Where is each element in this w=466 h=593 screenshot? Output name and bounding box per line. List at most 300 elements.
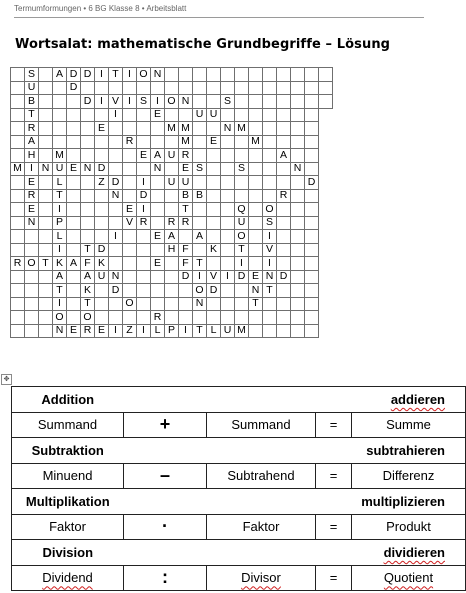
operation-verb <box>352 438 466 464</box>
grid-cell: F <box>179 243 193 257</box>
grid-cell <box>221 108 235 122</box>
grid-cell: D <box>109 284 123 298</box>
operand-first-text: Summand <box>37 417 98 433</box>
grid-cell <box>305 189 319 203</box>
grid-cell <box>53 122 67 136</box>
operation-name-text: Subtraktion <box>31 442 104 458</box>
grid-cell <box>277 162 291 176</box>
grid-cell <box>249 108 263 122</box>
operation-name <box>12 438 124 464</box>
grid-cell: E <box>179 162 193 176</box>
grid-cell <box>263 122 277 136</box>
grid-cell: I <box>123 95 137 109</box>
grid-cell: D <box>235 270 249 284</box>
grid-cell <box>179 284 193 298</box>
grid-cell <box>235 189 249 203</box>
grid-cell: E <box>25 203 39 217</box>
grid-cell <box>305 95 319 109</box>
grid-cell <box>249 122 263 136</box>
grid-cell <box>235 284 249 298</box>
grid-cell <box>39 216 53 230</box>
grid-cell <box>11 176 25 190</box>
grid-cell: U <box>165 176 179 190</box>
grid-cell <box>11 135 25 149</box>
grid-cell <box>277 203 291 217</box>
grid-cell: T <box>179 203 193 217</box>
grid-cell <box>291 284 305 298</box>
grid-cell <box>207 203 221 217</box>
grid-cell <box>291 122 305 136</box>
grid-cell: I <box>179 324 193 338</box>
grid-cell: I <box>137 203 151 217</box>
grid-cell <box>305 216 319 230</box>
grid-cell <box>137 270 151 284</box>
operator-symbol-text: + <box>159 414 171 435</box>
grid-cell <box>193 176 207 190</box>
operator-symbol <box>124 514 207 540</box>
grid-row <box>11 216 333 230</box>
grid-cell: U <box>179 176 193 190</box>
grid-cell: E <box>249 270 263 284</box>
grid-cell <box>193 122 207 136</box>
grid-cell: I <box>53 297 67 311</box>
grid-cell: U <box>25 81 39 95</box>
grid-cell: M <box>179 122 193 136</box>
grid-cell <box>165 297 179 311</box>
grid-cell: F <box>179 257 193 271</box>
grid-row <box>11 324 333 338</box>
operation-result <box>352 514 466 540</box>
grid-cell <box>25 243 39 257</box>
grid-cell <box>151 270 165 284</box>
grid-cell <box>151 176 165 190</box>
grid-cell: M <box>165 122 179 136</box>
grid-cell <box>39 176 53 190</box>
operation-name <box>12 489 124 515</box>
grid-cell: Z <box>95 176 109 190</box>
grid-cell <box>179 230 193 244</box>
grid-cell <box>67 270 81 284</box>
grid-cell: D <box>277 270 291 284</box>
grid-cell <box>39 203 53 217</box>
grid-cell <box>291 68 305 82</box>
grid-cell <box>123 284 137 298</box>
grid-cell <box>305 135 319 149</box>
grid-cell: M <box>235 122 249 136</box>
grid-cell <box>81 122 95 136</box>
grid-cell: I <box>123 68 137 82</box>
grid-cell: T <box>53 284 67 298</box>
operation-result-text: Summe <box>386 417 431 433</box>
grid-cell: E <box>137 149 151 163</box>
grid-cell <box>11 122 25 136</box>
word-search-grid <box>10 67 333 338</box>
grid-cell <box>305 284 319 298</box>
operand-second-text: Subtrahend <box>227 468 295 484</box>
grid-cell <box>67 135 81 149</box>
grid-cell <box>263 297 277 311</box>
grid-cell: S <box>221 95 235 109</box>
grid-cell: M <box>235 324 249 338</box>
grid-cell: D <box>305 176 319 190</box>
operation-heading-row <box>12 540 466 566</box>
grid-cell: M <box>11 162 25 176</box>
grid-cell: I <box>151 95 165 109</box>
grid-cell <box>221 81 235 95</box>
grid-cell <box>25 324 39 338</box>
grid-cell <box>137 297 151 311</box>
grid-cell <box>305 68 319 82</box>
grid-cell <box>39 122 53 136</box>
grid-cell <box>249 68 263 82</box>
grid-cell: M <box>249 135 263 149</box>
grid-cell: I <box>53 203 67 217</box>
grid-cell <box>95 81 109 95</box>
grid-cell <box>179 108 193 122</box>
grid-cell <box>207 95 221 109</box>
grid-cell: N <box>81 162 95 176</box>
grid-cell <box>263 135 277 149</box>
grid-cell: T <box>81 297 95 311</box>
grid-cell <box>221 149 235 163</box>
grid-cell <box>137 230 151 244</box>
grid-cell <box>151 243 165 257</box>
grid-cell: N <box>263 270 277 284</box>
operation-verb <box>352 540 466 566</box>
grid-cell: L <box>151 324 165 338</box>
grid-cell: L <box>207 324 221 338</box>
grid-cell: E <box>95 324 109 338</box>
grid-cell: E <box>151 257 165 271</box>
grid-cell <box>207 68 221 82</box>
operand-first-text: Dividend <box>42 570 93 586</box>
operation-name-text: Addition <box>41 391 95 407</box>
grid-cell <box>11 243 25 257</box>
grid-cell: D <box>109 176 123 190</box>
grid-cell <box>263 149 277 163</box>
grid-cell <box>235 135 249 149</box>
operation-verb <box>352 387 466 413</box>
grid-cell <box>235 297 249 311</box>
grid-cell: S <box>25 68 39 82</box>
operator-symbol-text: : <box>162 567 168 588</box>
grid-cell <box>207 257 221 271</box>
grid-cell <box>207 81 221 95</box>
grid-cell: R <box>165 216 179 230</box>
grid-cell: N <box>109 189 123 203</box>
grid-cell <box>277 324 291 338</box>
grid-cell <box>277 311 291 325</box>
grid-cell <box>81 108 95 122</box>
operand-first <box>12 412 124 438</box>
grid-cell <box>249 81 263 95</box>
grid-cell <box>263 176 277 190</box>
grid-cell <box>179 297 193 311</box>
grid-cell: U <box>95 270 109 284</box>
grid-cell <box>67 203 81 217</box>
grid-cell <box>81 230 95 244</box>
grid-cell <box>291 176 305 190</box>
grid-cell <box>207 149 221 163</box>
grid-cell <box>39 270 53 284</box>
grid-cell <box>11 95 25 109</box>
grid-cell <box>95 297 109 311</box>
grid-cell <box>305 108 319 122</box>
operation-result-text: Differenz <box>382 468 435 484</box>
grid-row <box>11 108 333 122</box>
grid-cell <box>249 189 263 203</box>
grid-cell <box>179 81 193 95</box>
grid-cell: I <box>53 243 67 257</box>
grid-cell <box>123 149 137 163</box>
grid-cell <box>263 81 277 95</box>
grid-cell <box>165 284 179 298</box>
grid-cell: D <box>81 68 95 82</box>
grid-cell <box>25 284 39 298</box>
operation-name-text: Multiplikation <box>25 493 110 509</box>
operand-second <box>207 463 316 489</box>
grid-cell <box>95 108 109 122</box>
grid-cell <box>263 189 277 203</box>
grid-cell: D <box>207 284 221 298</box>
grid-cell <box>67 297 81 311</box>
grid-cell: U <box>235 216 249 230</box>
grid-cell <box>235 108 249 122</box>
grid-cell <box>67 230 81 244</box>
grid-cell <box>221 243 235 257</box>
operation-heading-row <box>12 387 466 413</box>
grid-cell <box>11 324 25 338</box>
grid-cell: M <box>179 135 193 149</box>
grid-cell: D <box>95 243 109 257</box>
grid-cell <box>249 162 263 176</box>
grid-cell: S <box>137 95 151 109</box>
operation-result <box>352 412 466 438</box>
grid-cell <box>109 135 123 149</box>
grid-cell: V <box>263 243 277 257</box>
grid-cell: V <box>109 95 123 109</box>
grid-cell <box>39 230 53 244</box>
grid-cell <box>67 149 81 163</box>
grid-cell <box>137 284 151 298</box>
grid-cell <box>277 257 291 271</box>
grid-cell: R <box>81 324 95 338</box>
grid-cell <box>123 189 137 203</box>
grid-cell: K <box>81 284 95 298</box>
grid-row <box>11 297 333 311</box>
grid-cell <box>179 68 193 82</box>
grid-cell <box>179 311 193 325</box>
operator-symbol-text: – <box>159 465 170 486</box>
grid-cell: E <box>67 324 81 338</box>
grid-cell <box>291 95 305 109</box>
grid-cell <box>193 135 207 149</box>
grid-cell <box>67 284 81 298</box>
grid-cell: R <box>25 122 39 136</box>
grid-cell <box>235 81 249 95</box>
grid-cell: R <box>151 311 165 325</box>
grid-cell: E <box>95 122 109 136</box>
grid-cell <box>165 203 179 217</box>
grid-cell <box>123 108 137 122</box>
grid-cell <box>263 95 277 109</box>
grid-cell <box>291 108 305 122</box>
grid-cell: O <box>165 95 179 109</box>
grid-cell <box>291 243 305 257</box>
grid-cell <box>81 81 95 95</box>
grid-cell: F <box>81 257 95 271</box>
grid-cell: L <box>53 230 67 244</box>
operation-result <box>352 463 466 489</box>
grid-row <box>11 243 333 257</box>
grid-cell <box>39 189 53 203</box>
grid-cell <box>123 243 137 257</box>
grid-cell: A <box>53 270 67 284</box>
grid-cell <box>39 108 53 122</box>
equals-sign <box>316 463 352 489</box>
grid-cell: S <box>193 162 207 176</box>
grid-cell: Q <box>235 203 249 217</box>
grid-cell <box>305 257 319 271</box>
grid-cell: R <box>179 216 193 230</box>
grid-cell: K <box>95 257 109 271</box>
grid-cell <box>221 189 235 203</box>
grid-row <box>11 257 333 271</box>
grid-cell <box>39 311 53 325</box>
grid-cell: N <box>291 162 305 176</box>
grid-cell <box>277 108 291 122</box>
operation-verb-text: subtrahieren <box>366 442 445 458</box>
grid-cell: A <box>151 149 165 163</box>
grid-cell <box>235 95 249 109</box>
grid-cell: A <box>25 135 39 149</box>
equals-sign-text: = <box>329 468 338 484</box>
grid-cell <box>67 108 81 122</box>
grid-cell <box>109 257 123 271</box>
grid-cell <box>81 149 95 163</box>
grid-cell: E <box>25 176 39 190</box>
grid-cell <box>165 81 179 95</box>
grid-cell: O <box>53 311 67 325</box>
grid-cell <box>39 68 53 82</box>
grid-cell <box>263 311 277 325</box>
grid-cell: D <box>81 95 95 109</box>
heading-spacer <box>124 438 352 464</box>
operand-second <box>207 565 316 591</box>
grid-row <box>11 135 333 149</box>
grid-cell <box>193 149 207 163</box>
grid-cell <box>235 311 249 325</box>
grid-cell <box>193 243 207 257</box>
grid-cell <box>123 257 137 271</box>
operand-first <box>12 514 124 540</box>
grid-cell <box>67 243 81 257</box>
grid-cell <box>151 297 165 311</box>
grid-cell <box>221 216 235 230</box>
grid-cell <box>11 311 25 325</box>
grid-cell: I <box>137 324 151 338</box>
equals-sign <box>316 514 352 540</box>
grid-cell: A <box>81 270 95 284</box>
operation-result-text: Quotient <box>383 570 434 586</box>
grid-cell: I <box>221 270 235 284</box>
grid-cell <box>249 324 263 338</box>
grid-cell <box>319 68 333 82</box>
grid-cell: T <box>109 68 123 82</box>
grid-cell: D <box>179 270 193 284</box>
grid-cell <box>221 230 235 244</box>
grid-cell <box>207 216 221 230</box>
grid-cell <box>11 68 25 82</box>
grid-row <box>11 162 333 176</box>
grid-cell <box>207 176 221 190</box>
grid-cell <box>249 176 263 190</box>
heading-spacer <box>124 540 352 566</box>
grid-cell: R <box>179 149 193 163</box>
grid-cell: I <box>137 176 151 190</box>
grid-cell: N <box>39 162 53 176</box>
grid-cell <box>277 216 291 230</box>
grid-cell: I <box>25 162 39 176</box>
grid-cell <box>11 149 25 163</box>
grid-cell <box>25 297 39 311</box>
grid-cell <box>249 203 263 217</box>
grid-cell <box>193 68 207 82</box>
grid-cell: M <box>53 149 67 163</box>
grid-cell <box>137 311 151 325</box>
operation-result-text: Produkt <box>386 519 431 535</box>
grid-row <box>11 68 333 82</box>
grid-cell <box>193 95 207 109</box>
grid-cell: N <box>151 162 165 176</box>
operation-verb-text: multiplizieren <box>361 493 445 509</box>
grid-row <box>11 284 333 298</box>
grid-cell <box>123 311 137 325</box>
grid-row <box>11 81 333 95</box>
grid-cell <box>221 311 235 325</box>
grid-cell <box>249 149 263 163</box>
grid-cell <box>109 243 123 257</box>
grid-cell <box>221 68 235 82</box>
move-handle-icon[interactable]: ✥ <box>1 374 12 385</box>
grid-cell <box>235 176 249 190</box>
grid-cell <box>235 68 249 82</box>
grid-cell <box>25 311 39 325</box>
grid-cell: R <box>137 216 151 230</box>
grid-cell <box>305 149 319 163</box>
grid-cell: O <box>235 230 249 244</box>
grid-cell: N <box>151 68 165 82</box>
grid-cell <box>81 203 95 217</box>
operand-second-text: Divisor <box>241 570 281 586</box>
grid-cell <box>305 297 319 311</box>
grid-cell: A <box>165 230 179 244</box>
operation-formula-row <box>12 565 466 591</box>
grid-cell <box>151 81 165 95</box>
grid-cell <box>137 162 151 176</box>
operand-second-text: Summand <box>231 417 291 433</box>
grid-cell <box>137 243 151 257</box>
grid-cell <box>263 162 277 176</box>
grid-row <box>11 230 333 244</box>
grid-cell <box>277 297 291 311</box>
grid-cell <box>291 257 305 271</box>
grid-cell: A <box>67 257 81 271</box>
grid-cell: R <box>277 189 291 203</box>
grid-cell: R <box>25 189 39 203</box>
grid-cell: T <box>249 297 263 311</box>
grid-cell <box>291 311 305 325</box>
